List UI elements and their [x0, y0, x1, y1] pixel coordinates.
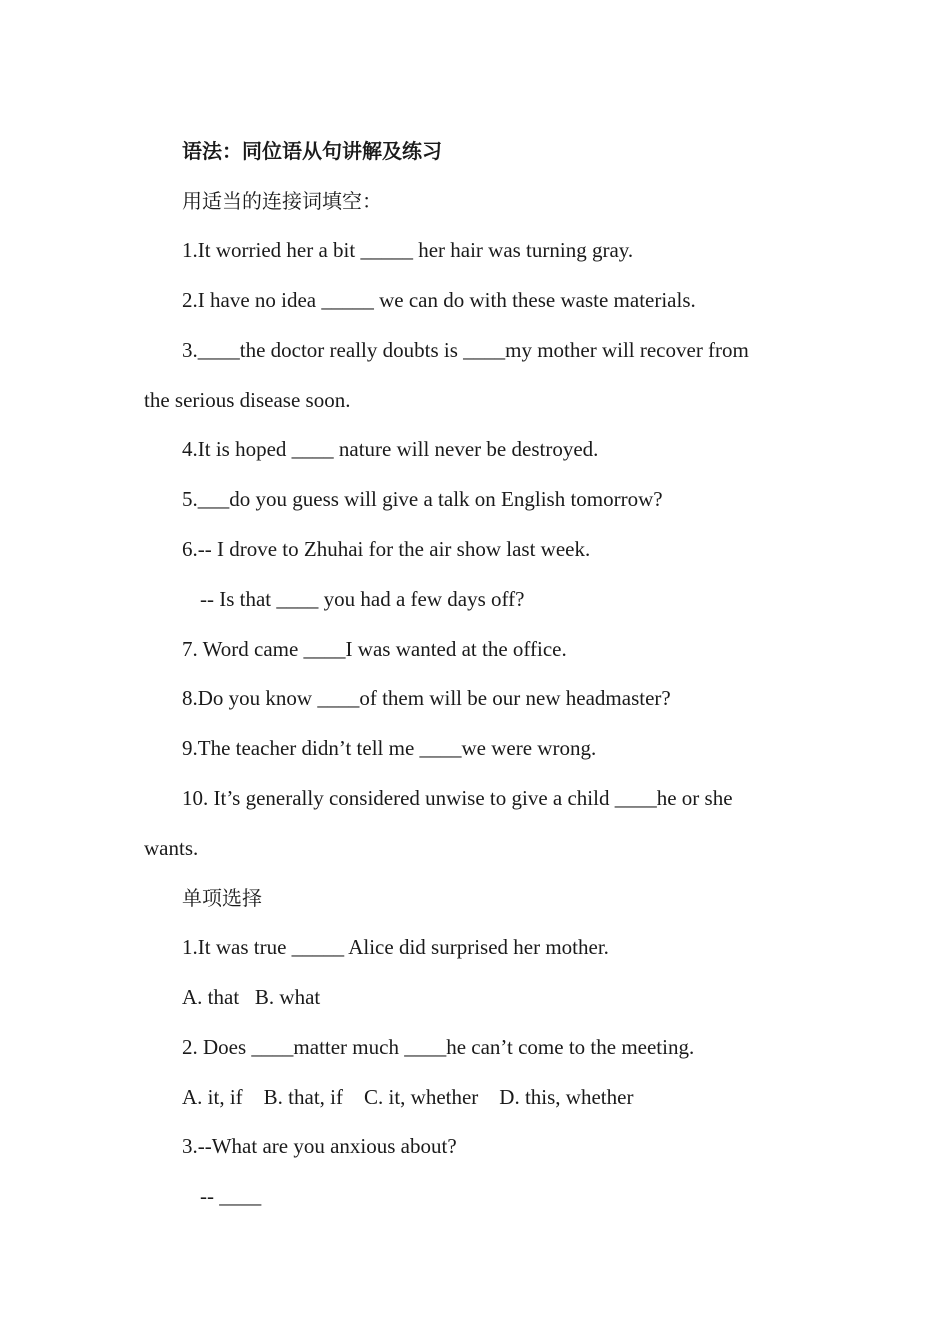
section-heading-multiple-choice: 单项选择 — [182, 886, 262, 910]
fill-in-question-3-continued: the serious disease soon. — [144, 388, 351, 412]
fill-in-question-6: 6.-- I drove to Zhuhai for the air show last week. — [182, 537, 591, 561]
fill-in-question-6-reply: -- Is that ____ you had a few days off? — [200, 587, 525, 611]
fill-in-question-1: 1.It worried her a bit _____ her hair was turning gray. — [182, 238, 634, 262]
choice-question-2: 2. Does ____matter much ____he can’t come to the meeting. — [182, 1035, 695, 1059]
choice-question-1: 1.It was true _____ Alice did surprised her mother. — [182, 935, 609, 959]
fill-in-question-2: 2.I have no idea _____ we can do with these waste materials. — [182, 288, 696, 312]
fill-in-question-5: 5.___do you guess will give a talk on English tomorrow? — [182, 487, 663, 511]
choice-question-3-reply: -- ____ — [200, 1184, 262, 1208]
choice-question-2-options: A. it, if B. that, if C. it, whether D. this, whether — [182, 1085, 634, 1109]
choice-question-1-options: A. that B. what — [182, 985, 321, 1009]
fill-in-question-7: 7. Word came ____I was wanted at the office. — [182, 637, 567, 661]
fill-in-question-9: 9.The teacher didn’t tell me ____we were wrong. — [182, 736, 597, 760]
fill-in-question-3: 3.____the doctor really doubts is ____my mother will recover from — [182, 338, 749, 362]
section-heading-fill-in: 用适当的连接词填空： — [182, 189, 382, 213]
page-title: 语法：同位语从句讲解及练习 — [182, 139, 442, 163]
choice-question-3: 3.--What are you anxious about? — [182, 1134, 457, 1158]
fill-in-question-10-continued: wants. — [144, 836, 199, 860]
fill-in-question-8: 8.Do you know ____of them will be our new headmaster? — [182, 686, 671, 710]
fill-in-question-10: 10. It’s generally considered unwise to give a child ____he or she — [182, 786, 733, 810]
fill-in-question-4: 4.It is hoped ____ nature will never be destroyed. — [182, 437, 599, 461]
